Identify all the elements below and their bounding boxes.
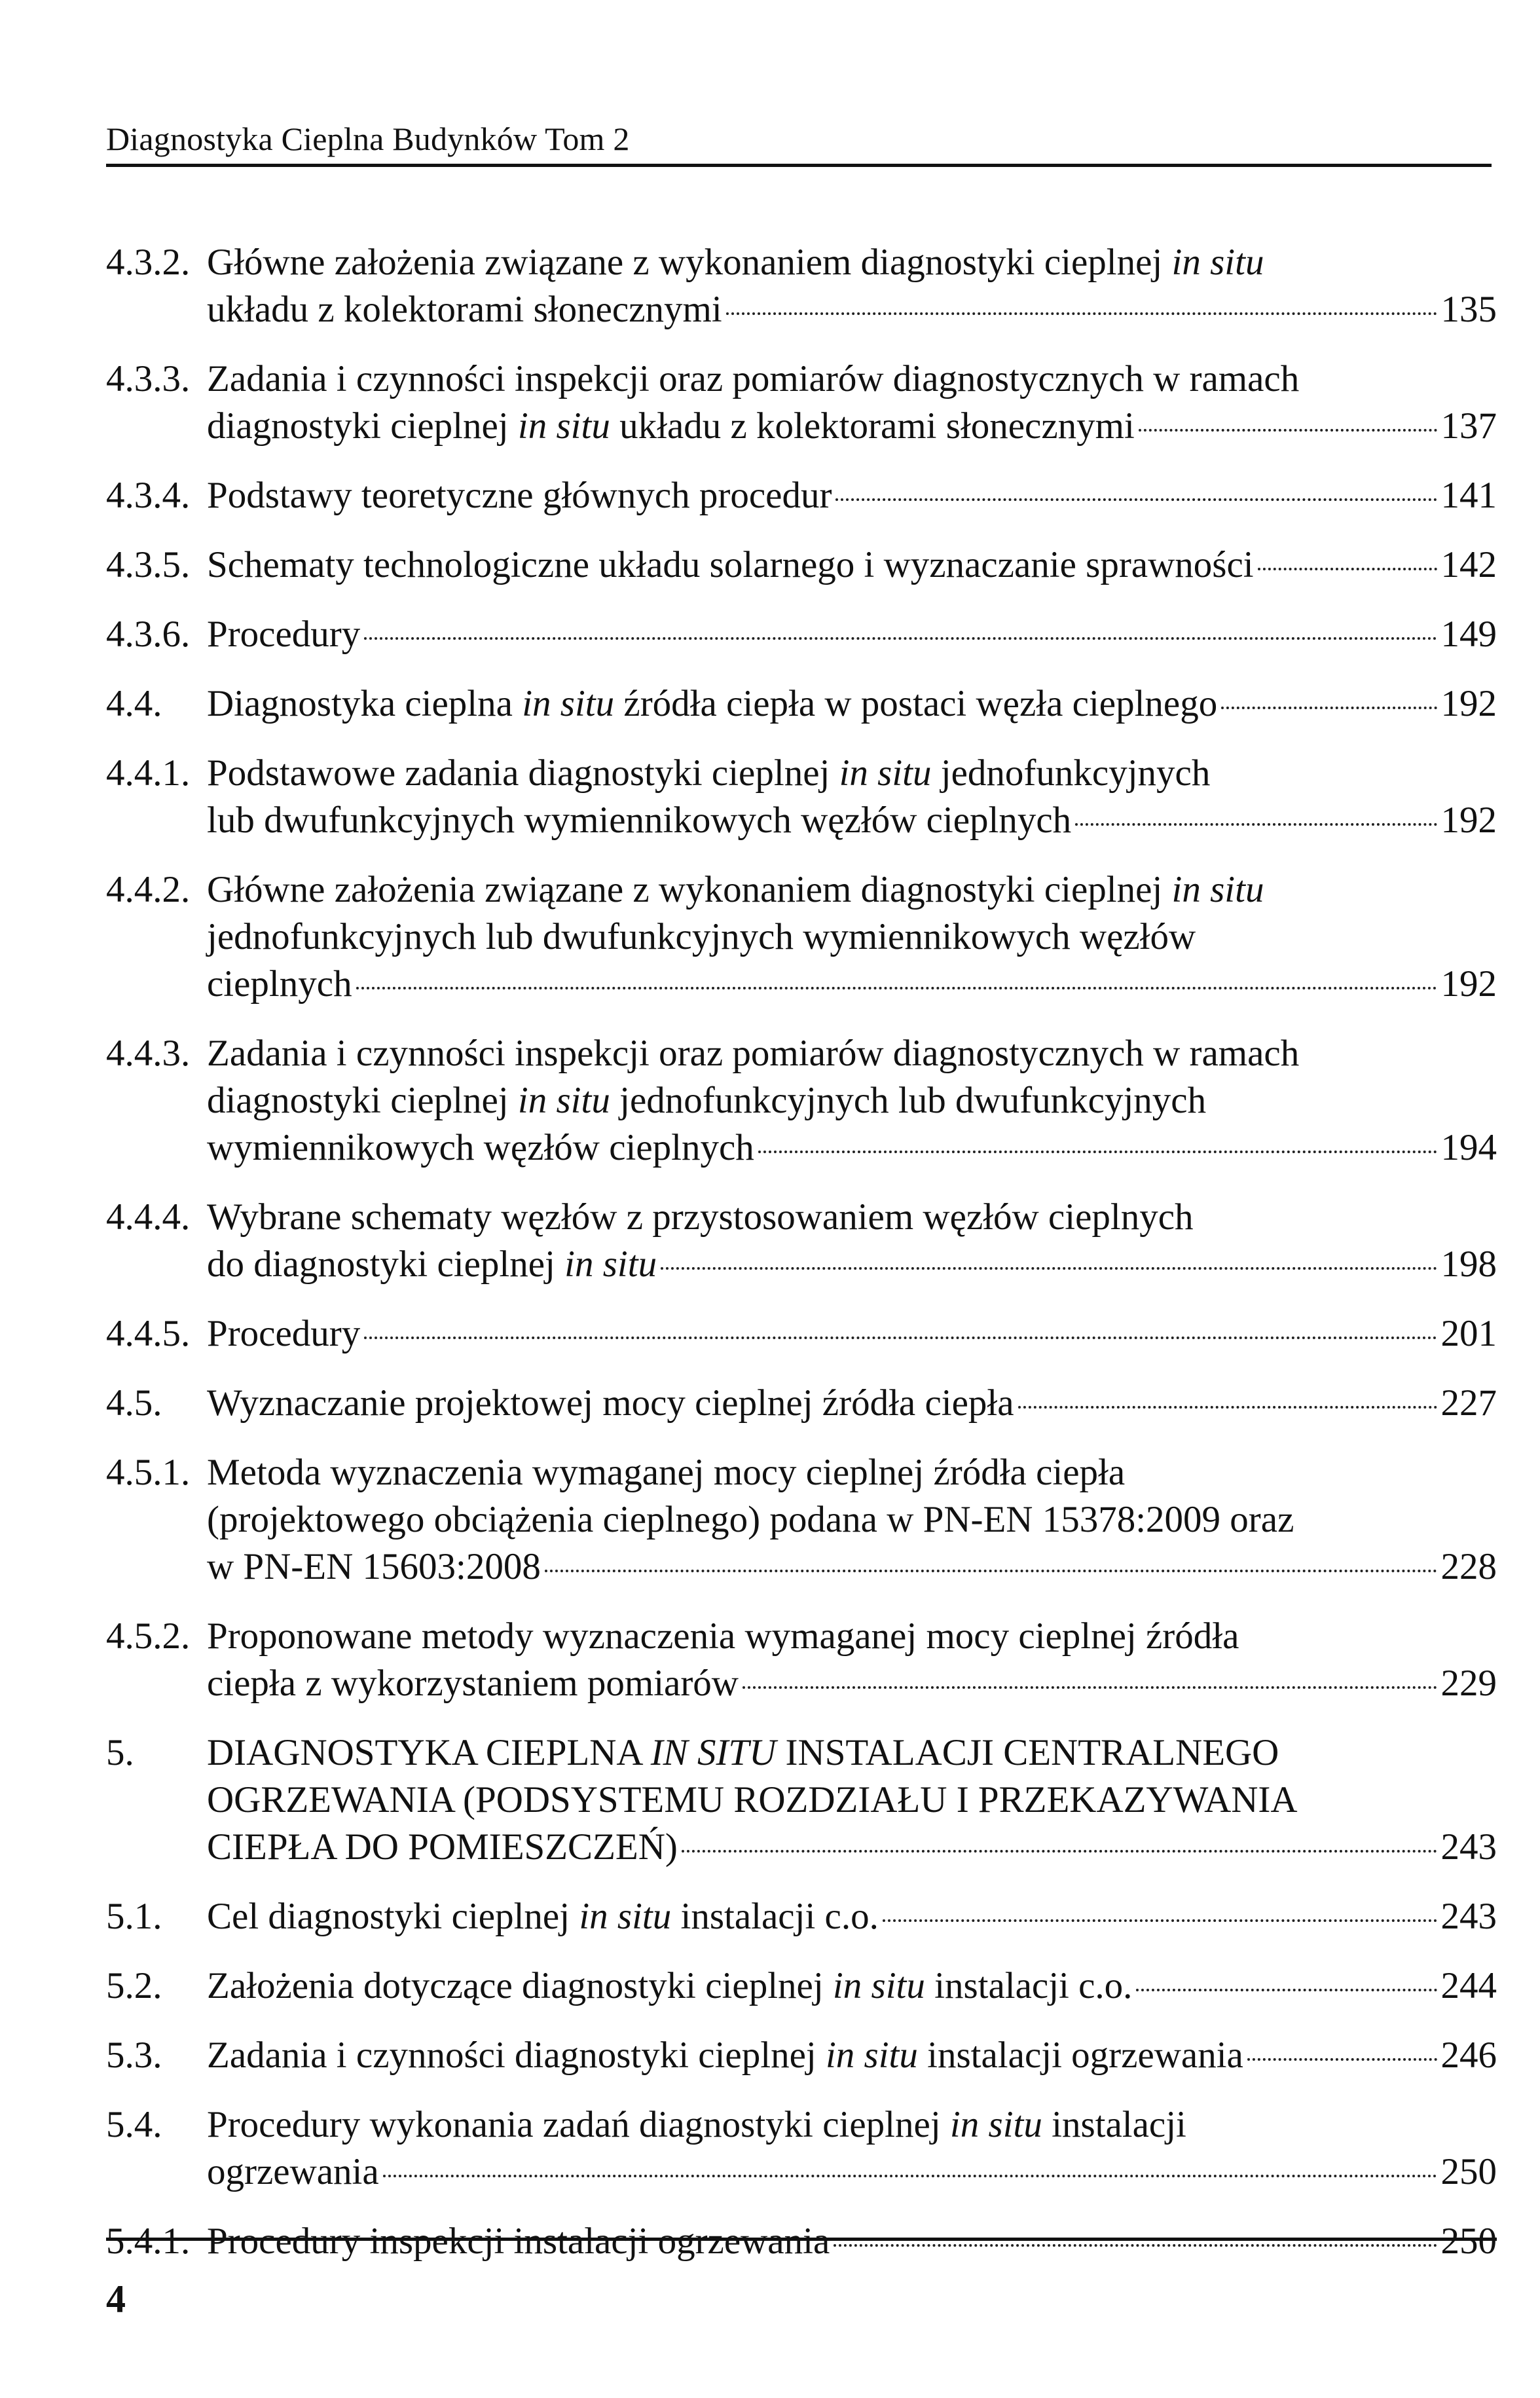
toc-entry-line [207,1613,1497,1660]
toc-entry-italic-term: IN SITU [650,1732,777,1773]
toc-entry-italic-term: in situ [832,1965,925,2006]
toc-entry-text: DIAGNOSTYKA CIEPLNA [207,1732,651,1773]
toc-entry-title [207,1824,678,1871]
toc-entry-title [207,611,360,658]
toc-entry-last-line [207,611,1497,658]
dot-leader [1247,2058,1437,2061]
toc-entry-page-number: 243 [1440,1826,1497,1868]
toc-entry-italic-term: in situ [825,2035,918,2076]
toc-entry-text: instalacji c.o. [671,1896,879,1937]
toc-entry-line [207,913,1497,961]
toc-entry-title [207,1380,1014,1427]
toc-entry-line [207,239,1497,286]
toc-entry-line [207,866,1497,913]
toc-entry-text: Podstawy teoretyczne głównych procedur [207,475,832,516]
toc-entry-last-line [207,1963,1497,2010]
toc-entry-title [207,680,1217,728]
toc-entry-last-line [207,1824,1497,1871]
toc-entry-line [207,1077,1497,1124]
toc-entry-last-line [207,961,1497,1008]
toc-entry-last-line [207,1380,1497,1427]
toc-entry-page-number: 250 [1440,2221,1497,2262]
toc-entry-page-number: 149 [1440,614,1497,655]
running-header: Diagnostyka Cieplna Budynków Tom 2 [106,119,1492,167]
toc-entry[interactable] [106,1893,1497,1940]
toc-entry-text: Wyznaczanie projektowej mocy cieplnej źródła ciepła [207,1382,1014,1424]
dot-leader [834,2244,1437,2247]
toc-entry-last-line [207,286,1497,333]
toc-entry-title [207,472,832,519]
toc-entry-text: Cel diagnostyki cieplnej [207,1896,579,1937]
dot-leader [545,1570,1437,1572]
toc-entry-number: 4.4.1. [106,752,191,794]
dot-leader [356,987,1437,989]
toc-entry-body [207,239,1497,333]
toc-entry[interactable] [106,1729,1497,1871]
toc-entry-last-line [207,1893,1497,1940]
toc-entry-page-number: 194 [1440,1127,1497,1168]
toc-entry-text: diagnostyki cieplnej [207,405,518,447]
toc-entry-text: (projektowego obciążenia cieplnego) podana w PN-EN 15378:2009 oraz [207,1499,1294,1540]
toc-entry-page-number: 250 [1440,2151,1497,2192]
toc-entry-number: 4.4.2. [106,869,191,910]
toc-entry-last-line [207,797,1497,844]
toc-entry-italic-term: in situ [839,752,932,794]
toc-entry-body [207,1030,1497,1171]
toc-entry-title [207,1310,360,1357]
dot-leader [742,1686,1437,1689]
toc-entry[interactable] [106,472,1497,519]
toc-entry-last-line [207,1310,1497,1357]
toc-entry-title [207,542,1254,589]
page-number: 4 [106,2278,126,2321]
toc-entry-body [207,866,1497,1008]
toc-entry[interactable] [106,1194,1497,1288]
toc-entry-text: jednofunkcyjnych lub dwufunkcyjnych [610,1080,1207,1121]
toc-entry-page-number: 141 [1440,475,1497,516]
toc-entry-page-number: 192 [1440,963,1497,1005]
dot-leader [1136,1989,1437,1991]
toc-entry-number: 5.4. [106,2104,162,2145]
dot-leader [726,312,1437,315]
toc-entry-text: ogrzewania [207,2151,379,2192]
toc-entry-line [207,2101,1497,2149]
toc-entry-number: 4.3.3. [106,358,191,399]
toc-entry-last-line [207,1660,1497,1707]
toc-entry-body [207,680,1497,728]
toc-entry[interactable] [106,611,1497,658]
toc-entry-text: Zadania i czynności diagnostyki cieplnej [207,2035,826,2076]
toc-entry-last-line [207,2032,1497,2079]
toc-entry-number: 5. [106,1732,134,1773]
toc-entry-text: jednofunkcyjnych lub dwufunkcyjnych wymiennikowych węzłów [207,916,1196,957]
toc-entry-body [207,356,1497,450]
toc-entry-page-number: 246 [1440,2035,1497,2076]
toc-entry-text: Procedury wykonania zadań diagnostyki cieplnej [207,2104,950,2145]
toc-entry-text: Podstawowe zadania diagnostyki cieplnej [207,752,839,794]
toc-entry-text: do diagnostyki cieplnej [207,1244,565,1285]
toc-entry-italic-term: in situ [1171,242,1264,283]
toc-entry-text: Zadania i czynności inspekcji oraz pomiarów diagnostycznych w ramach [207,1033,1300,1074]
toc-entry-text: INSTALACJI CENTRALNEGO [776,1732,1279,1773]
toc-entry-body [207,2032,1497,2079]
toc-entry-text: instalacji c.o. [925,1965,1133,2006]
dot-leader [682,1850,1437,1853]
toc-entry[interactable] [106,542,1497,589]
dot-leader [1075,823,1437,826]
dot-leader [364,637,1437,640]
toc-entry-body [207,1380,1497,1427]
toc-entry-text: Główne założenia związane z wykonaniem diagnostyki cieplnej [207,242,1172,283]
toc-entry-title [207,286,722,333]
toc-entry[interactable] [106,1380,1497,1427]
dot-leader [1258,568,1437,570]
toc-entry-body [207,2218,1497,2265]
toc-entry-text: Schematy technologiczne układu solarnego i wyznaczanie sprawności [207,544,1254,585]
toc-entry-text: Diagnostyka cieplna [207,683,522,724]
toc-entry-page-number: 229 [1440,1663,1497,1704]
toc-entry-body [207,611,1497,658]
toc-entry[interactable] [106,2218,1497,2265]
toc-entry-page-number: 244 [1440,1965,1497,2006]
toc-entry-number: 5.3. [106,2035,162,2076]
dot-leader [1139,429,1437,432]
toc-entry-text: w PN-EN 15603:2008 [207,1546,541,1587]
toc-entry-number: 4.5.1. [106,1452,191,1493]
toc-entry-last-line [207,1124,1497,1171]
toc-entry-title [207,1124,754,1171]
toc-entry[interactable] [106,356,1497,450]
dot-leader [758,1151,1437,1153]
toc-entry-last-line [207,680,1497,728]
dot-leader [883,1919,1437,1922]
toc-entry-italic-term: in situ [517,1080,610,1121]
toc-entry-page-number: 227 [1440,1382,1497,1424]
toc-entry-number: 4.3.5. [106,544,191,585]
toc-entry-page-number: 243 [1440,1896,1497,1937]
toc-entry-text: Metoda wyznaczenia wymaganej mocy cieplnej źródła ciepła [207,1452,1126,1493]
toc-entry-last-line [207,2218,1497,2265]
dot-leader [364,1337,1437,1339]
toc-entry[interactable] [106,1310,1497,1357]
toc-entry-italic-term: in situ [949,2104,1042,2145]
toc-entry-page-number: 142 [1440,544,1497,585]
toc-entry-text: źródła ciepła w postaci węzła cieplnego [614,683,1218,724]
toc-entry[interactable] [106,750,1497,844]
toc-entry[interactable] [106,2032,1497,2079]
toc-entry-title [207,797,1071,844]
toc-entry-text: Zadania i czynności inspekcji oraz pomiarów diagnostycznych w ramach [207,358,1300,399]
toc-entry-number: 5.1. [106,1896,162,1937]
toc-entry-number: 4.3.4. [106,475,191,516]
dot-leader [661,1267,1437,1270]
toc-entry-text: układu z kolektorami słonecznymi [207,289,722,330]
toc-entry-number: 4.4. [106,683,162,724]
toc-entry-page-number: 201 [1440,1313,1497,1354]
toc-entry[interactable] [106,1449,1497,1591]
toc-entry-line [207,1496,1497,1543]
toc-entry-text: diagnostyki cieplnej [207,1080,518,1121]
toc-entry-line [207,750,1497,797]
toc-entry-italic-term: in situ [1171,869,1264,910]
toc-entry-text: Główne założenia związane z wykonaniem diagnostyki cieplnej [207,869,1172,910]
toc-entry-body [207,2101,1497,2196]
toc-entry-line [207,1030,1497,1077]
toc-entry-last-line [207,2149,1497,2196]
dot-leader [383,2175,1437,2177]
toc-entry-last-line [207,1543,1497,1591]
toc-entry-body [207,1729,1497,1871]
toc-entry-line [207,1194,1497,1241]
toc-entry-text: instalacji ogrzewania [917,2035,1243,2076]
toc-entry-italic-term: in situ [579,1896,672,1937]
toc-entry-line [207,356,1497,403]
toc-entry-text: Proponowane metody wyznaczenia wymaganej mocy cieplnej źródła [207,1615,1239,1657]
toc-entry-italic-term: in situ [522,683,615,724]
toc-entry-title [207,2032,1243,2079]
toc-entry-text: jednofunkcyjnych [931,752,1211,794]
toc-entry-text: Procedury [207,614,361,655]
toc-entry-body [207,750,1497,844]
toc-entry-italic-term: in situ [564,1244,657,1285]
toc-entry-page-number: 198 [1440,1244,1497,1285]
toc-entry-line [207,1777,1497,1824]
table-of-contents [106,239,1497,2287]
toc-entry-text: układu z kolektorami słonecznymi [610,405,1135,447]
toc-entry-body [207,542,1497,589]
toc-entry-number: 5.4.1. [106,2221,191,2262]
toc-entry-number: 4.5. [106,1382,162,1424]
toc-entry-number: 4.5.2. [106,1615,191,1657]
toc-entry-text: instalacji [1042,2104,1186,2145]
toc-entry-title [207,1543,541,1591]
toc-entry-text: Procedury [207,1313,361,1354]
toc-entry-italic-term: in situ [517,405,610,447]
toc-entry-last-line [207,403,1497,450]
toc-entry-title [207,1241,657,1288]
toc-entry-line [207,1729,1497,1777]
toc-entry-text: wymiennikowych węzłów cieplnych [207,1127,754,1168]
toc-entry-text: Wybrane schematy węzłów z przystosowaniem węzłów cieplnych [207,1196,1194,1238]
toc-entry-body [207,472,1497,519]
toc-entry-text: ciepła z wykorzystaniem pomiarów [207,1663,739,1704]
toc-entry-title [207,961,352,1008]
toc-entry-text: OGRZEWANIA (PODSYSTEMU ROZDZIAŁU I PRZEKAZYWANIA [207,1779,1298,1820]
toc-entry-line [207,1449,1497,1496]
toc-entry-body [207,1194,1497,1288]
toc-entry-text: lub dwufunkcyjnych wymiennikowych węzłów cieplnych [207,800,1072,841]
toc-entry-body [207,1963,1497,2010]
toc-entry-number: 4.4.4. [106,1196,191,1238]
toc-entry-title [207,1660,739,1707]
toc-entry-body [207,1310,1497,1357]
toc-entry[interactable] [106,1963,1497,2010]
toc-entry[interactable] [106,2101,1497,2196]
toc-entry-title [207,2218,830,2265]
dot-leader [1018,1406,1437,1409]
toc-entry-number: 5.2. [106,1965,162,2006]
toc-entry-text: Procedury inspekcji instalacji ogrzewania [207,2221,830,2262]
toc-entry-text: cieplnych [207,963,352,1005]
toc-entry-last-line [207,472,1497,519]
toc-entry-body [207,1613,1497,1707]
toc-entry-number: 4.4.5. [106,1313,191,1354]
toc-entry-number: 4.3.6. [106,614,191,655]
toc-entry-number: 4.3.2. [106,242,191,283]
toc-entry[interactable] [106,680,1497,728]
toc-entry-page-number: 137 [1440,405,1497,447]
toc-entry-page-number: 192 [1440,800,1497,841]
dot-leader [1221,707,1437,709]
toc-entry[interactable] [106,1613,1497,1707]
toc-entry-title [207,403,1135,450]
toc-entry-title [207,1893,879,1940]
toc-entry-title [207,1963,1132,2010]
toc-entry-title [207,2149,379,2196]
toc-entry-number: 4.4.3. [106,1033,191,1074]
toc-entry-last-line [207,1241,1497,1288]
toc-entry-text: CIEPŁA DO POMIESZCZEŃ) [207,1826,678,1868]
toc-entry[interactable] [106,1030,1497,1171]
toc-entry-page-number: 192 [1440,683,1497,724]
toc-entry-page-number: 228 [1440,1546,1497,1587]
toc-entry[interactable] [106,239,1497,333]
toc-entry-body [207,1893,1497,1940]
toc-entry-last-line [207,542,1497,589]
toc-entry-body [207,1449,1497,1591]
dot-leader [835,498,1437,501]
toc-entry-text: Założenia dotyczące diagnostyki cieplnej [207,1965,833,2006]
footer-rule [106,2238,1497,2241]
toc-entry-page-number: 135 [1440,289,1497,330]
toc-entry[interactable] [106,866,1497,1008]
